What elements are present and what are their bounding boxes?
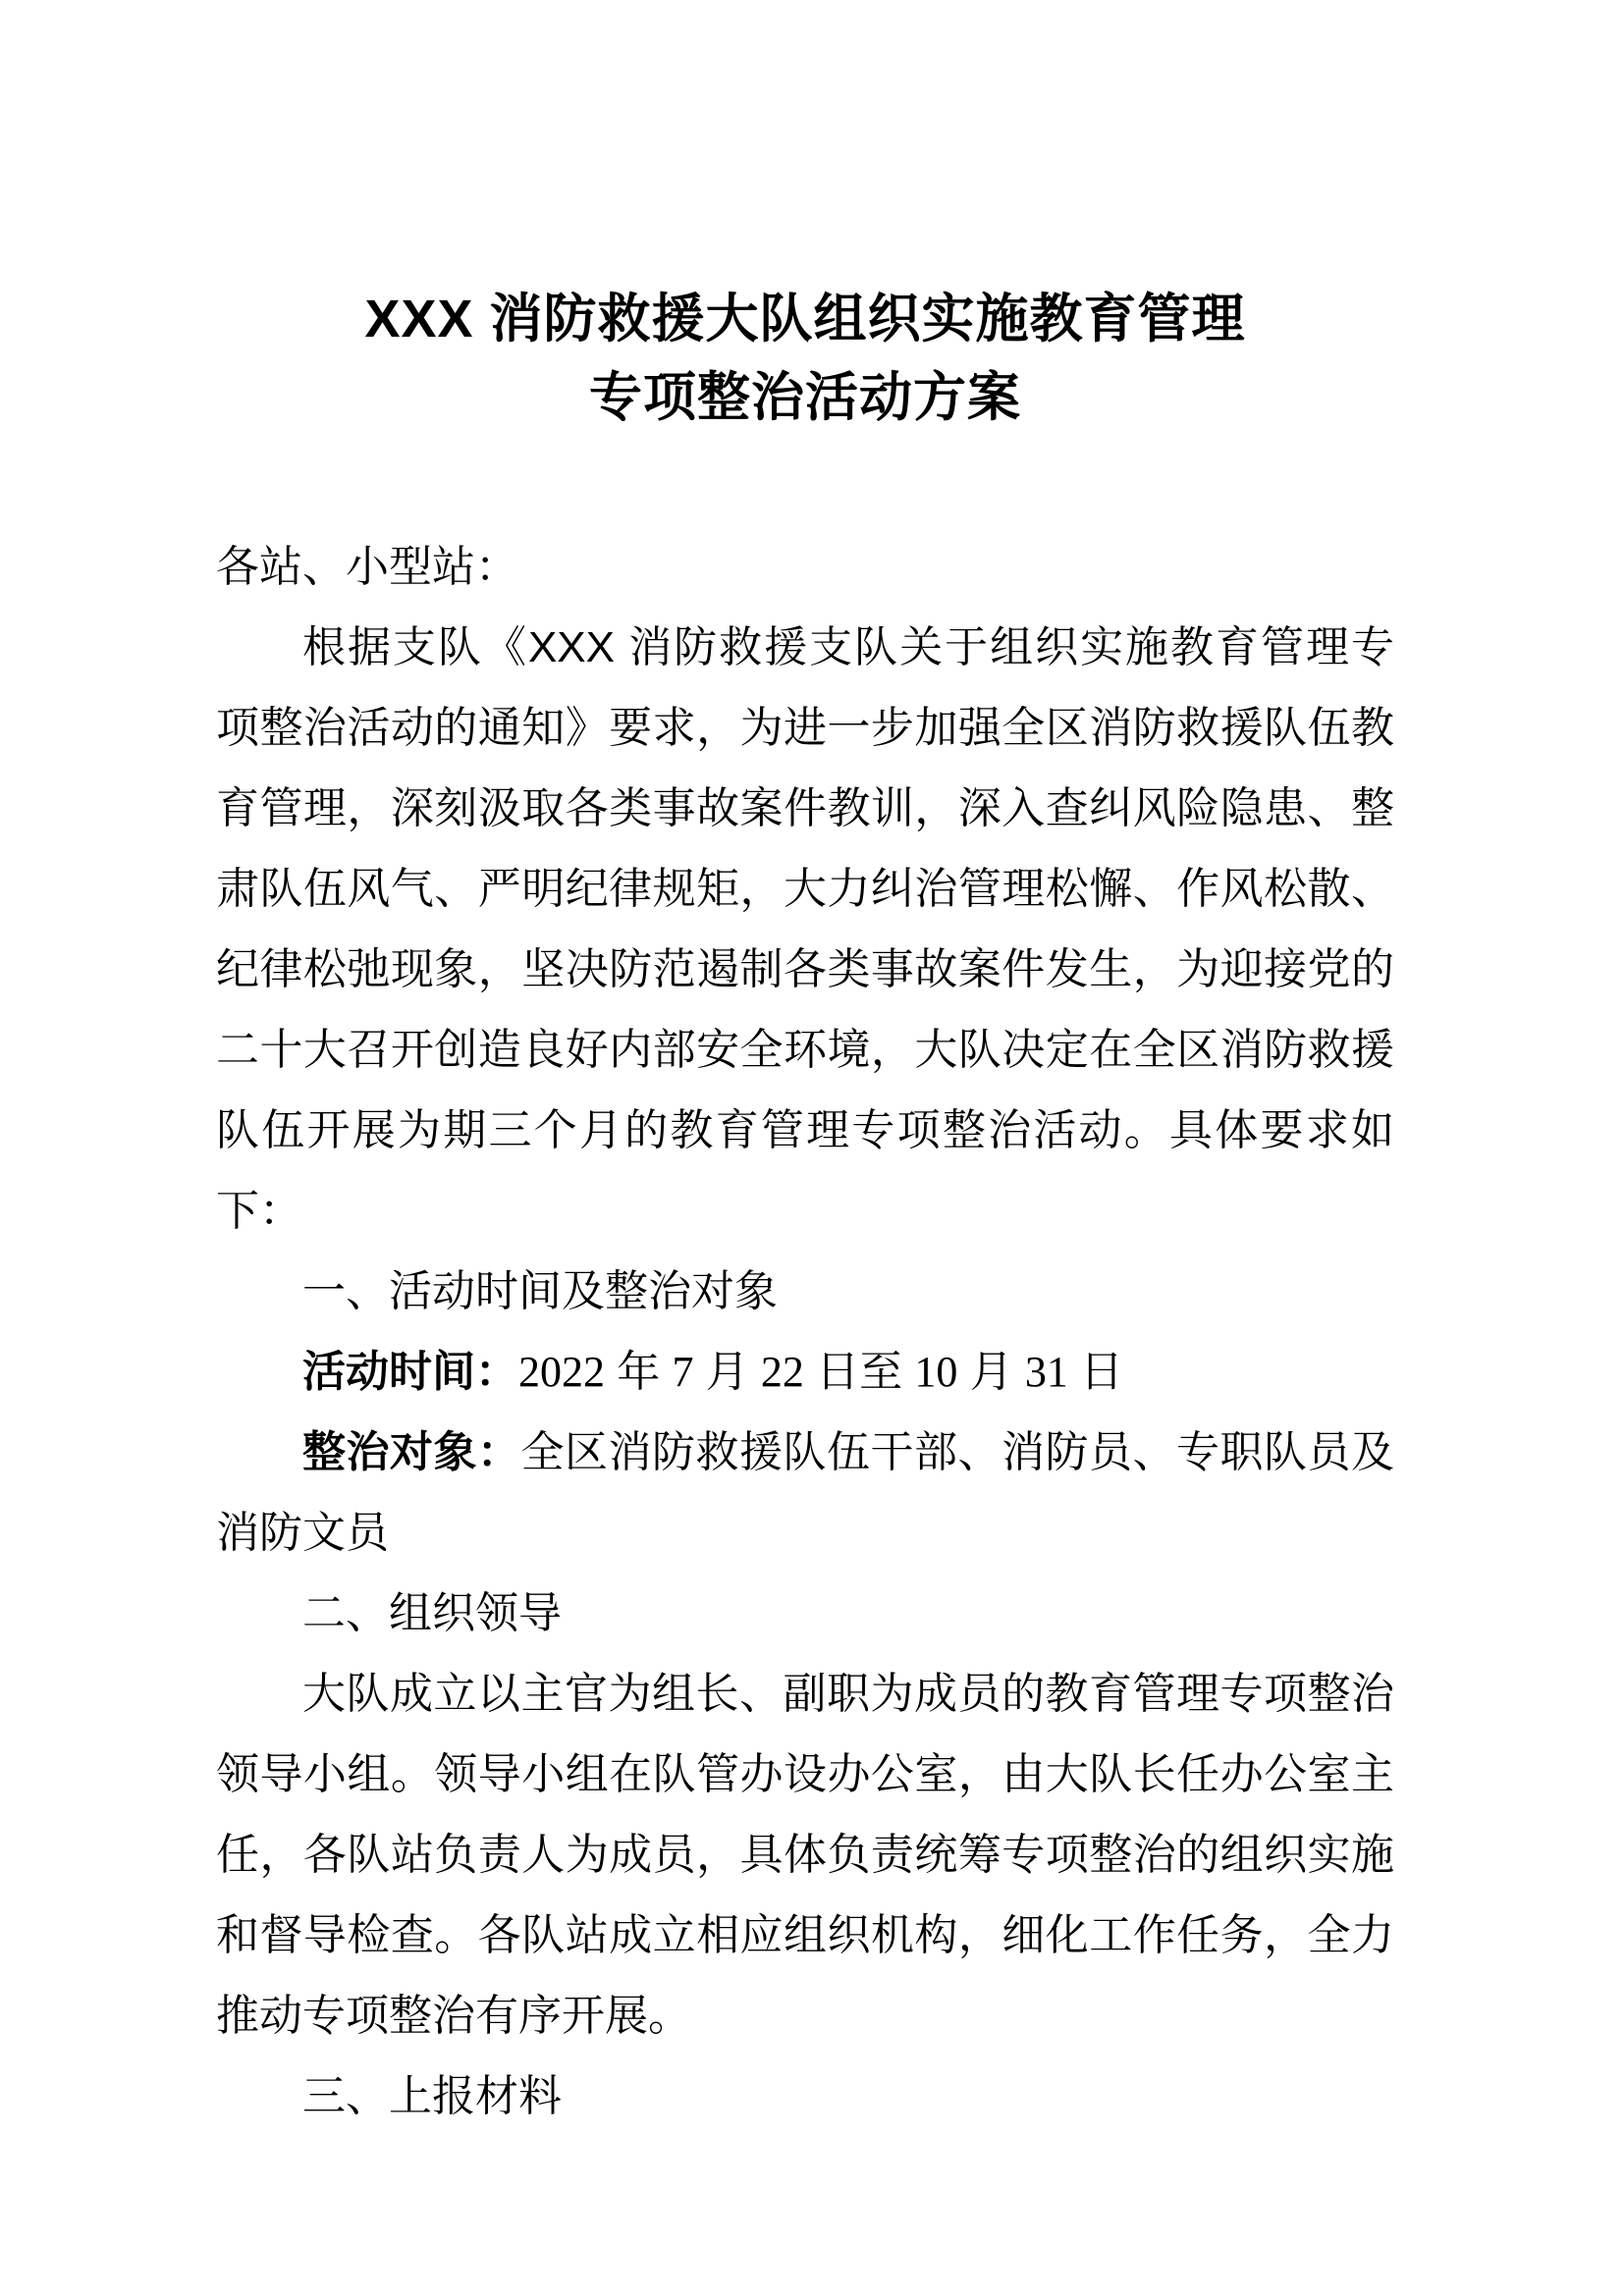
document-body [216, 527, 1394, 2137]
salutation: 各站、小型站： [216, 543, 518, 591]
rectify-target-label: 整治对象： [302, 1428, 521, 1476]
section-heading-1: 一、活动时间及整治对象 [302, 1267, 778, 1315]
activity-time-label: 活动时间： [302, 1348, 518, 1396]
title-line-2: 专项整治活动方案 [589, 368, 1021, 427]
rectify-target-value: 全区消防救援队伍干部、消防员、专职队员及消防文员 [216, 1428, 1394, 1557]
rectify-target-line [216, 1413, 1394, 1574]
paragraph-intro: 根据支队《XXX 消防救援支队关于组织实施教育管理专项整治活动的通知》要求，为进一步加强全区消防救援队伍教育管理，深刻汲取各类事故案件教训，深入查纠风险隐患、整肃队伍风气、严明纪律规矩，大力纠治管理松懈、作风松散、纪律松弛现象，坚决防范遏制各类事故案件发生，为迎接党的二十大召开创造良好内部安全环境，大队决定在全区消防救援队伍开展为期三个月的教育管理专项整治活动。具体要求如下： [216, 623, 1394, 1235]
paragraph-organization: 大队成立以主官为组长、副职为成员的教育管理专项整治领导小组。领导小组在队管办设办公室，由大队长任办公室主任，各队站负责人为成员，具体负责统筹专项整治的组织实施和督导检查。各队站成立相应组织机构，细化工作任务，全力推动专项整治有序开展。 [216, 1670, 1394, 2040]
document-title [216, 280, 1394, 437]
section-heading-2: 二、组织领导 [302, 1589, 562, 1637]
section-heading-3: 三、上报材料 [302, 2072, 562, 2120]
activity-time-line [216, 1332, 1394, 1413]
activity-time-value: 2022 年 7 月 22 日至 10 月 31 日 [518, 1348, 1124, 1396]
title-line-1: XXX 消防救援大队组织实施教育管理 [364, 290, 1246, 348]
